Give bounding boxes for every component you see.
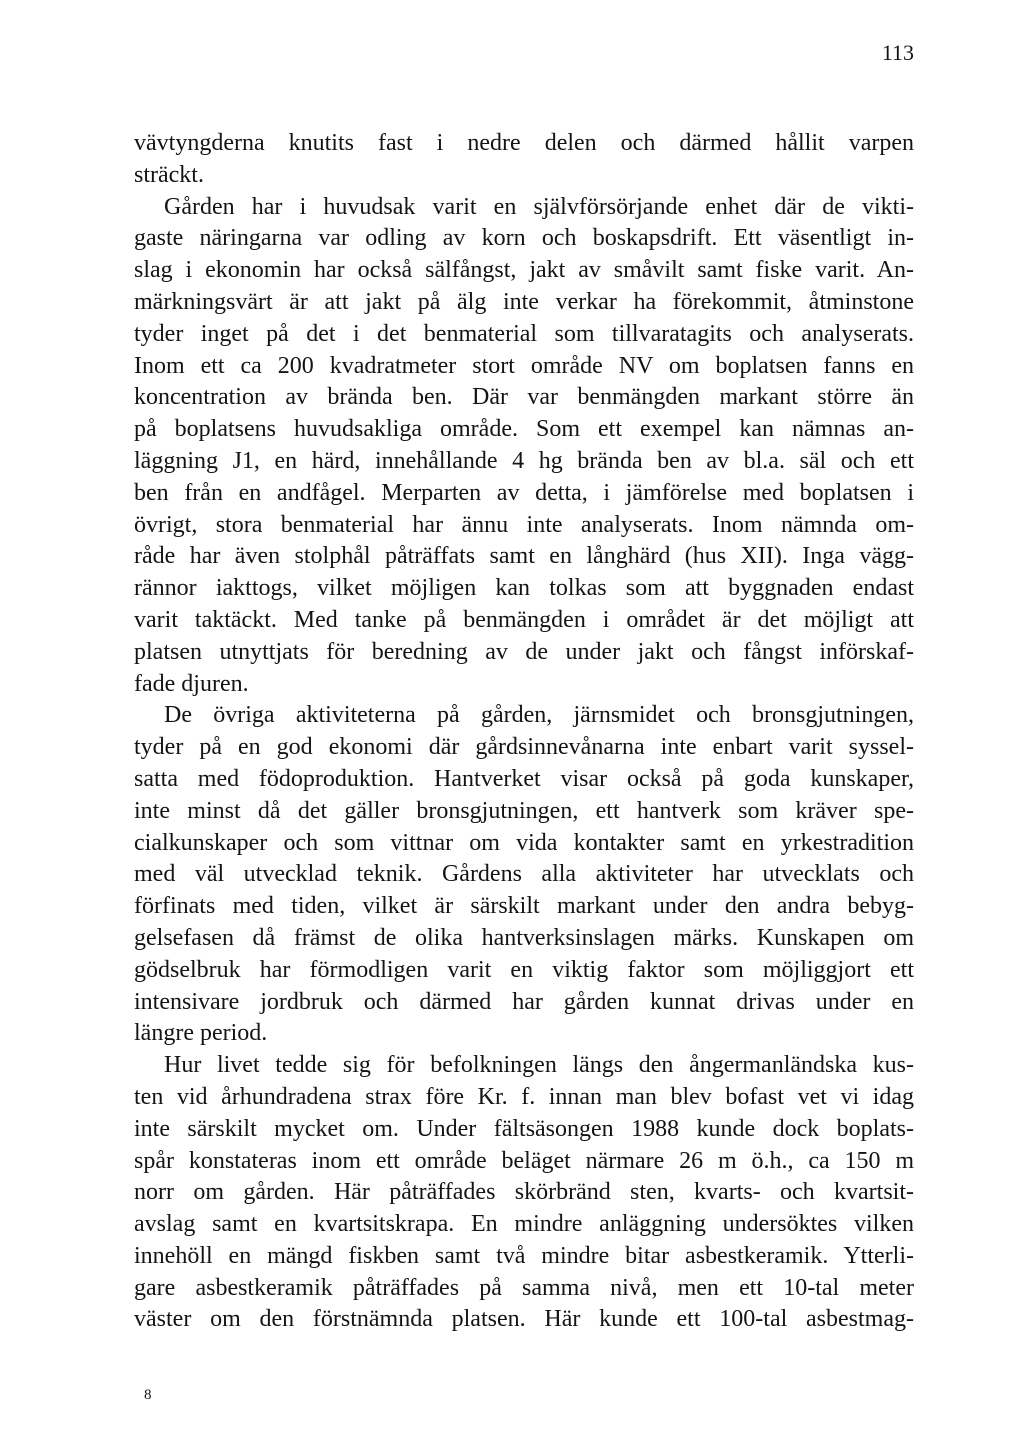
text-line: koncentration av brända ben. Där var benmängden markant större än — [134, 384, 914, 411]
text-line: fade djuren. — [134, 670, 249, 697]
text-line: förfinats med tiden, vilket är särskilt markant under den andra bebyg- — [134, 893, 914, 920]
text-line: varit taktäckt. Med tanke på benmängden i området är det möjligt att — [134, 606, 914, 633]
text-line: innehöll en mängd fiskben samt två mindre bitar asbestkeramik. Ytterli- — [134, 1242, 914, 1269]
text-line: vävtyngderna knutits fast i nedre delen och därmed hållit varpen — [134, 130, 914, 156]
text-line: gaste näringarna var odling av korn och boskapsdrift. Ett väsentligt in- — [134, 225, 914, 252]
text-line: Inom ett ca 200 kvadratmeter stort område NV om boplatsen fanns en — [134, 352, 914, 379]
text-line: slag i ekonomin har också sälfångst, jakt av småvilt samt fiske varit. An- — [134, 257, 914, 284]
text-line: De övriga aktiviteterna på gården, järnsmidet och bronsgjutningen, — [164, 702, 914, 729]
text-line: inte särskilt mycket om. Under fältsäsongen 1988 kunde dock boplats- — [134, 1115, 914, 1142]
text-line: märkningsvärt är att jakt på älg inte verkar ha förekommit, åtminstone — [134, 288, 914, 315]
text-line: inte minst då det gäller bronsgjutningen, ett hantverk som kräver spe- — [134, 797, 914, 824]
text-line: rännor iakttogs, vilket möjligen kan tolkas som att byggnaden endast — [134, 575, 914, 602]
text-line: spår konstateras inom ett område beläget närmare 26 m ö.h., ca 150 m — [134, 1147, 914, 1174]
text-line: tyder inget på det i det benmaterial som tillvaratagits och analyserats. — [134, 320, 914, 347]
text-line: cialkunskaper och som vittnar om vida kontakter samt en yrkestradition — [134, 829, 914, 856]
text-line: platsen utnyttjats för beredning av de under jakt och fångst införskaf- — [134, 638, 914, 665]
text-line: längre period. — [134, 1020, 268, 1047]
body-text — [134, 128, 914, 1336]
text-line: ten vid århundradena strax före Kr. f. innan man blev bofast vet vi idag — [134, 1083, 914, 1110]
text-line: övrigt, stora benmaterial har ännu inte analyserats. Inom nämnda om- — [134, 511, 914, 538]
text-line: intensivare jordbruk och därmed har gården kunnat drivas under en — [134, 988, 914, 1015]
text-line: Gården har i huvudsak varit en självförsörjande enhet där de vikti- — [164, 193, 914, 220]
text-line: gare asbestkeramik påträffades på samma nivå, men ett 10-tal meter — [134, 1274, 914, 1301]
text-line: gödselbruk har förmodligen varit en viktig faktor som möjliggjort ett — [134, 956, 914, 983]
text-line: satta med födoproduktion. Hantverket visar också på goda kunskaper, — [134, 765, 914, 792]
signature-mark: 8 — [144, 1387, 152, 1403]
text-line: ben från en andfågel. Merparten av detta, i jämförelse med boplatsen i — [134, 479, 914, 506]
text-line: med väl utvecklad teknik. Gårdens alla aktiviteter har utvecklats och — [134, 861, 914, 888]
text-line: avslag samt en kvartsitskrapa. En mindre anläggning undersöktes vilken — [134, 1211, 914, 1238]
page-number: 113 — [881, 40, 914, 65]
text-line: norr om gården. Här påträffades skörbränd sten, kvarts- och kvartsit- — [134, 1179, 914, 1206]
text-line: på boplatsens huvudsakliga område. Som ett exempel kan nämnas an- — [134, 416, 914, 443]
text-line: läggning J1, en härd, innehållande 4 hg brända ben av bl.a. säl och ett — [134, 447, 914, 474]
text-line: Hur livet tedde sig för befolkningen längs den ångermanländska kus- — [164, 1052, 914, 1079]
text-line: tyder på en god ekonomi där gårdsinnevånarna inte enbart varit syssel- — [134, 734, 914, 761]
text-line: gelsefasen då främst de olika hantverksinslagen märks. Kunskapen om — [134, 924, 914, 951]
text-line: råde har även stolphål påträffats samt en långhärd (hus XII). Inga vägg- — [134, 543, 914, 570]
text-line: sträckt. — [134, 161, 204, 188]
text-line: väster om den förstnämnda platsen. Här kunde ett 100-tal asbestmag- — [134, 1306, 914, 1333]
